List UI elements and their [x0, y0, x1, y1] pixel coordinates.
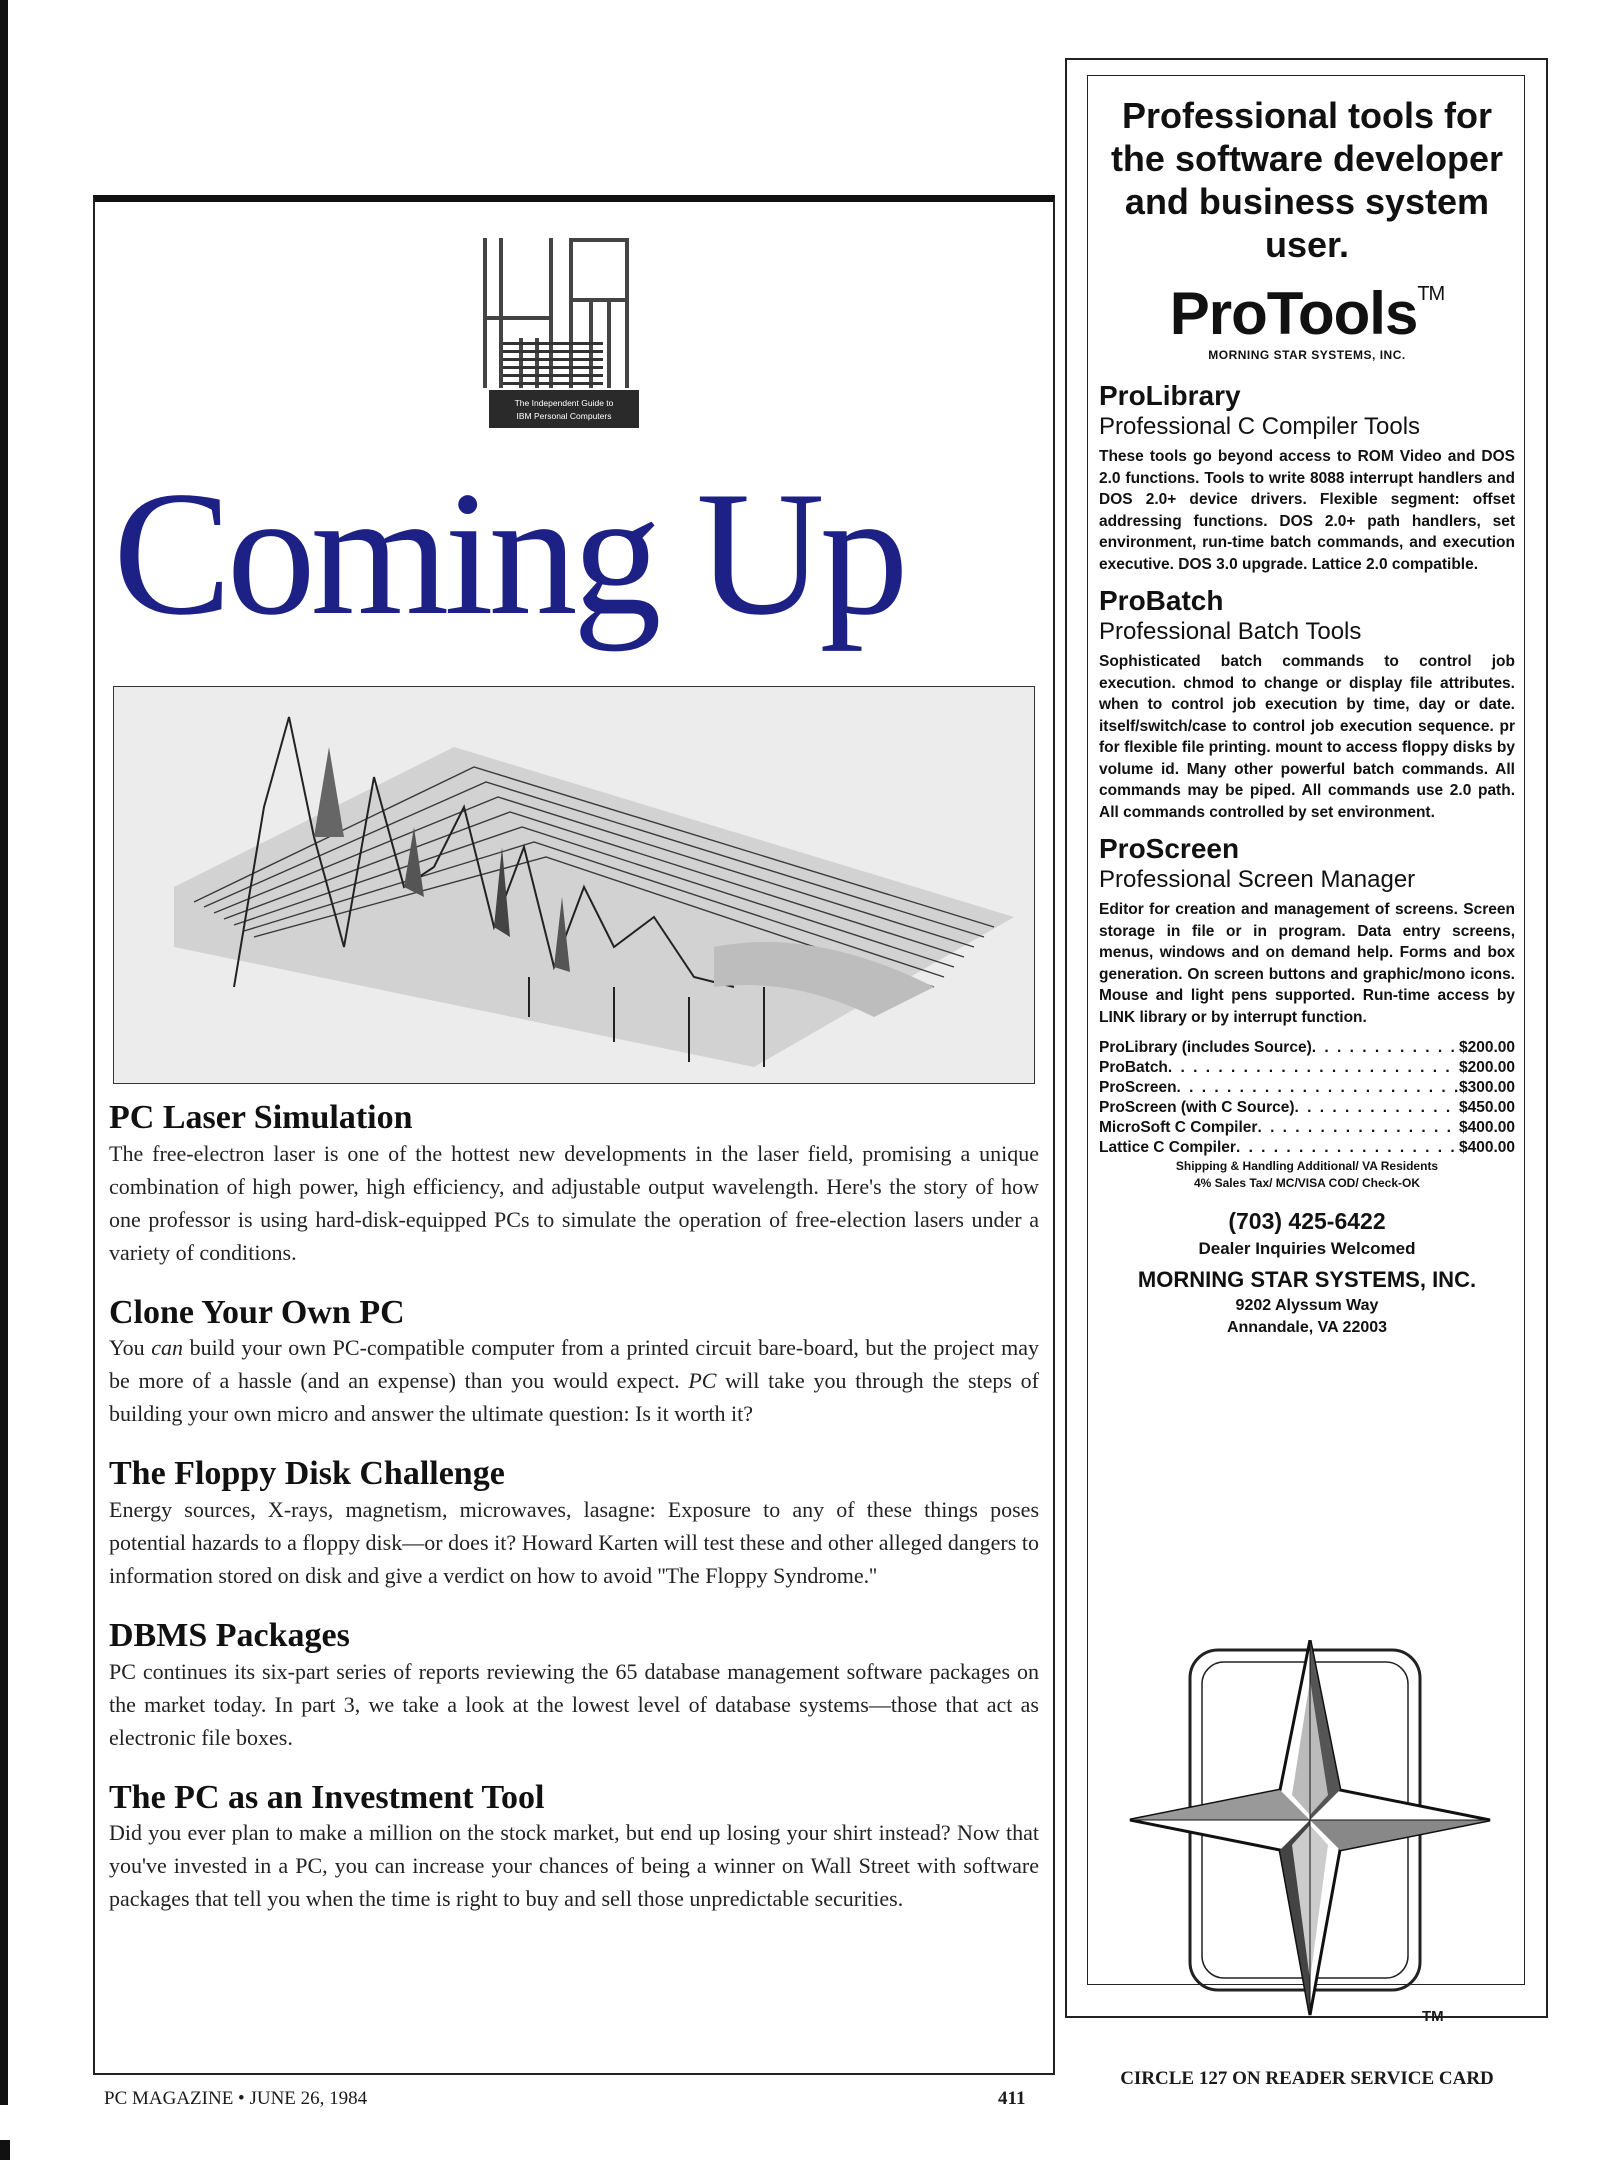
star-trademark: TM [1422, 2008, 1444, 2025]
shipping-note-1: Shipping & Handling Additional/ VA Residents [1175, 1159, 1439, 1173]
ad-address-line1: 9202 Alyssum Way [1235, 1297, 1379, 1314]
product-subtitle: Professional C Compiler Tools [1099, 413, 1421, 440]
article-dbms [109, 1618, 1039, 1754]
shipping-note-2: 4% Sales Tax/ MC/VISA COD/ Check-OK [1193, 1176, 1421, 1190]
article-investment [109, 1780, 1039, 1916]
product-probatch [1099, 585, 1515, 823]
morning-star-logo-image [1110, 1640, 1510, 2020]
product-name: ProScreen [1099, 833, 1240, 864]
price-row: ProScreen . . . $300.00 [1099, 1078, 1515, 1098]
ad-company-name: MORNING STAR SYSTEMS, INC. [1137, 1267, 1477, 1292]
article-body: Energy sources, X-rays, magnetism, microwaves, lasagne: Exposure to any of these things poses potential hazards to a floppy disk—or does it? Howard Karten will test these and other alleged dangers to information stored on disk and give a verdict on how to avoid ''The Floppy Syndrome.'' [109, 1497, 1039, 1589]
svg-text:The Independent Guide to: The Independent Guide to [514, 398, 614, 408]
article-heading: DBMS Packages [109, 1617, 350, 1655]
footer-magazine-date: PC MAGAZINE • JUNE 26, 1984 [104, 2088, 368, 2109]
article-floppy-disk [109, 1456, 1039, 1592]
article-body: Did you ever plan to make a million on the stock market, but end up losing your shirt instead? Now that you've invested in a PC, you can increase your chances of being a winner on Wall Street with software packages that tell you when the time is right to buy and sell those unpredictable securities. [109, 1820, 1039, 1912]
price-row: ProScreen (with C Source) . . . $450.00 [1099, 1098, 1515, 1118]
article-body: You can build your own PC-compatible computer from a printed circuit bare-board, but the project may be more of a hassle (and an expense) than you would expect. PC will take you through the steps of building your own micro and answer the ultimate question: Is it worth it? [109, 1335, 1039, 1427]
page-edge-mark [0, 2140, 10, 2160]
ad-phone: (703) 425-6422 [1228, 1208, 1386, 1234]
page-edge-bar [0, 0, 8, 2105]
article-body: The free-electron laser is one of the hottest new developments in the laser field, promising a unique combination of high power, high efficiency, and adjustable output wavelength. Here's the story of how one professor is using hard-disk-equipped PCs to simulate the operation of free-election lasers under a variety of conditions. [109, 1140, 1039, 1265]
reader-service-note: CIRCLE 127 ON READER SERVICE CARD [1120, 2068, 1494, 2089]
price-row: ProLibrary (includes Source) . . . $200.00 [1099, 1038, 1515, 1058]
product-description: Sophisticated batch commands to control job execution. chmod to change or display file attributes. when to control job execution by time, day or date. itself/switch/case to control job execution sequence. pr for flexible file printing. mount to access floppy disks by volume id. Many other powerful batch commands. All commands may be piped. All commands use 2.0 path. All commands controlled by set environment. [1099, 653, 1515, 821]
ad-address-line2: Annandale, VA 22003 [1226, 1319, 1388, 1336]
laser-simulation-plot-image [113, 686, 1035, 1084]
product-subtitle: Professional Screen Manager [1099, 866, 1416, 893]
ad-headline: Professional tools for the software developer and business system user. [1110, 95, 1504, 265]
article-laser-simulation [109, 1100, 1039, 1269]
product-proscreen [1099, 833, 1515, 1028]
product-prolibrary [1099, 380, 1515, 575]
ad-brand: ProTools™ [1169, 280, 1445, 347]
price-row: MicroSoft C Compiler . . . $400.00 [1099, 1118, 1515, 1138]
article-heading: The PC as an Investment Tool [109, 1778, 545, 1816]
product-description: These tools go beyond access to ROM Video and DOS 2.0 functions. Tools to write 8088 interrupt handlers and DOS 2.0+ device drivers. Flexible segment: offset addressing functions. DOS 2.0+ path handlers, set environment, run-time batch commands, and execution executive. DOS 3.0 upgrade. Lattice 2.0 compatible. [1099, 448, 1515, 573]
article-heading: PC Laser Simulation [109, 1099, 413, 1136]
price-row: ProBatch . . . $200.00 [1099, 1058, 1515, 1078]
article-clone-pc [109, 1295, 1039, 1431]
article-heading: Clone Your Own PC [109, 1293, 405, 1331]
article-heading: The Floppy Disk Challenge [109, 1455, 505, 1493]
product-description: Editor for creation and management of screens. Screen storage in file or in program. Data entry screens, menus, windows and on demand help. Forms and box generation. On screen buttons and graphic/mono icons. Mouse and light pens supported. Run-time access by LINK library or by interrupt function. [1099, 901, 1515, 1026]
ad-dealer-note: Dealer Inquiries Welcomed [1198, 1239, 1416, 1258]
page-number: 411 [998, 2088, 1026, 2109]
price-row: Lattice C Compiler . . . $400.00 [1099, 1138, 1515, 1158]
page-title: Coming Up [113, 454, 904, 652]
svg-text:IBM Personal Computers: IBM Personal Computers [516, 411, 612, 421]
pc-magazine-logo [479, 238, 649, 438]
product-name: ProLibrary [1099, 380, 1241, 411]
price-list [1099, 1038, 1515, 1158]
ad-company-small: MORNING STAR SYSTEMS, INC. [1208, 348, 1406, 362]
article-body: PC continues its six-part series of reports reviewing the 65 database management software packages on the market today. In part 3, we take a look at the lowest level of database systems—those that act as electronic file boxes. [109, 1658, 1039, 1750]
protools-advertisement [1099, 94, 1515, 1339]
coming-up-section [93, 195, 1055, 2075]
product-subtitle: Professional Batch Tools [1099, 618, 1362, 645]
product-name: ProBatch [1099, 585, 1224, 616]
article-list [109, 1100, 1039, 1941]
